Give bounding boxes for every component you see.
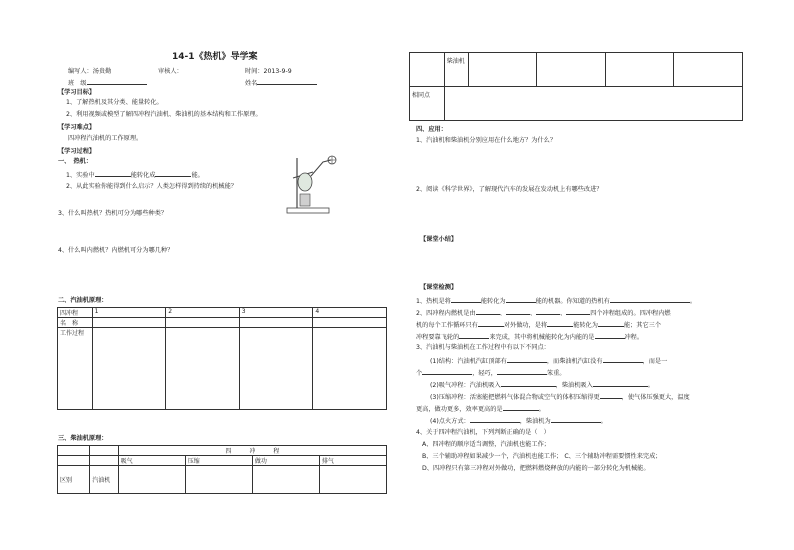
cell-head: 1 [92, 308, 166, 318]
cell-head: 四冲程 [58, 308, 93, 318]
difficulty-text: 四冲程汽油机的工作原理。 [68, 135, 143, 142]
test-q3-structure: (1)结构：汽油机汽缸顶部有 ，而柴油机汽缸没有 ，而是一 [430, 358, 668, 365]
process-header: 【学习过程】 [58, 148, 96, 155]
goal-1: 1、了解热机及其分类、能量转化。 [66, 99, 163, 106]
test-header: 【课堂检测】 [420, 284, 458, 291]
test-q2-line3: 冲程要靠飞轮的 来完成，其中将机械能转化为内能的是 冲程。 [416, 334, 644, 341]
diff-label: 区别 [58, 466, 90, 494]
test-q4-option-d: D、四冲程只有第三冲程对外做功，把燃料燃烧释放的内能的一部分转化为机械能。 [422, 465, 650, 472]
test-q4-option-bc: B、三个辅助冲程如果减少一个，汽油机也能工作； C、三个辅助冲程需要惯性来完成； [422, 453, 662, 460]
diesel-table [57, 445, 387, 494]
comparison-table [409, 52, 743, 121]
diesel-label: 柴油机 [444, 53, 468, 87]
cell-head: 3 [239, 308, 313, 318]
name-label: 姓名 [245, 78, 317, 87]
section-heat-engine: 一、 热机： [58, 158, 93, 165]
col-intake: 吸气 [118, 456, 185, 466]
reviewer-label: 审核人： [158, 68, 183, 75]
cell-head: 2 [166, 308, 240, 318]
summary-header: 【课堂小结】 [420, 236, 458, 243]
test-q3: 3、汽油机与柴油机在工作过程中有以下不同点： [416, 344, 550, 351]
col-exhaust: 排气 [319, 456, 386, 466]
page-title: 14-1《热机》导学案 [172, 52, 258, 62]
cell-process-label: 工作过程 [58, 328, 93, 410]
difficulty-header: 【学习难点】 [58, 124, 96, 131]
question-1: 1、实验中 能转化成 能。 [66, 172, 204, 179]
question-4: 4、什么叫内燃机？内燃机可分为哪几种？ [58, 247, 174, 254]
strokes-header: 四 冲 程 [118, 446, 386, 456]
test-q3-structure-2: 个 ，轻巧， 笨重。 [416, 370, 566, 377]
goals-header: 【学习目标】 [58, 89, 96, 96]
same-label: 相同点 [410, 87, 445, 121]
test-q2-line2: 机的每个工作循环只有 对外做功，是将 能转化为 能；其它三个 [416, 322, 662, 329]
gasoline-label: 汽油机 [90, 466, 118, 494]
test-q4-option-a: A、四冲程的顺序适当调整，汽油机也能工作； [422, 441, 550, 448]
col-power: 做功 [252, 456, 319, 466]
test-q1: 1、热机是将 能转化为 能的机器。你知道的热机有 。 [416, 298, 697, 305]
time-label: 时间：2013-9-9 [245, 68, 292, 75]
section-diesel: 三、柴油机原理： [58, 435, 108, 442]
cell-name-label: 名 称 [58, 318, 93, 328]
test-q3-compression: (3)压缩冲程：活塞能把燃料气体混合物或空气的体积压缩得更 ，使气体压强更大，温度 [430, 394, 690, 401]
cell-head: 4 [313, 308, 387, 318]
application-1: 1、汽油机和柴油机分别应用在什么地方？为什么？ [416, 137, 557, 144]
test-q3-ignition: (4)点火方式： ，柴油机为 。 [430, 418, 607, 425]
application-2: 2、阅读《科学世界》，了解现代汽车的发展在发动机上有哪些改进？ [416, 186, 603, 193]
section-application: 四、应用： [416, 126, 447, 133]
test-q3-compression-2: 更高，做功更多，效率更高的是 。 [416, 406, 545, 413]
test-q4: 4、关于四冲程汽油机，下列判断正确的是（ ） [416, 429, 550, 436]
test-q3-intake: (2)吸气冲程：汽油机吸入 ，柴油机吸入 。 [430, 382, 654, 389]
class-label: 班 级 [68, 78, 147, 87]
question-2: 2、从此实验你能得到什么启示？人类怎样得到持续的机械能？ [66, 183, 237, 190]
question-3: 3、什么叫热机？热机可分为哪些种类？ [58, 210, 168, 217]
apparatus-illustration [283, 152, 343, 218]
gasoline-table [57, 307, 387, 410]
col-compression: 压缩 [185, 456, 252, 466]
section-gasoline: 二、汽油机原理： [58, 297, 108, 304]
test-q2-line1: 2、四冲程内燃机是由 、 、 、 四个冲程组成的。四冲程内燃 [416, 310, 671, 317]
goal-2: 2、利用视频或模型了解四冲程汽油机、柴油机的基本结构和工作原理。 [66, 111, 262, 118]
editor-label: 编写人：汤贵勤 [68, 68, 112, 75]
